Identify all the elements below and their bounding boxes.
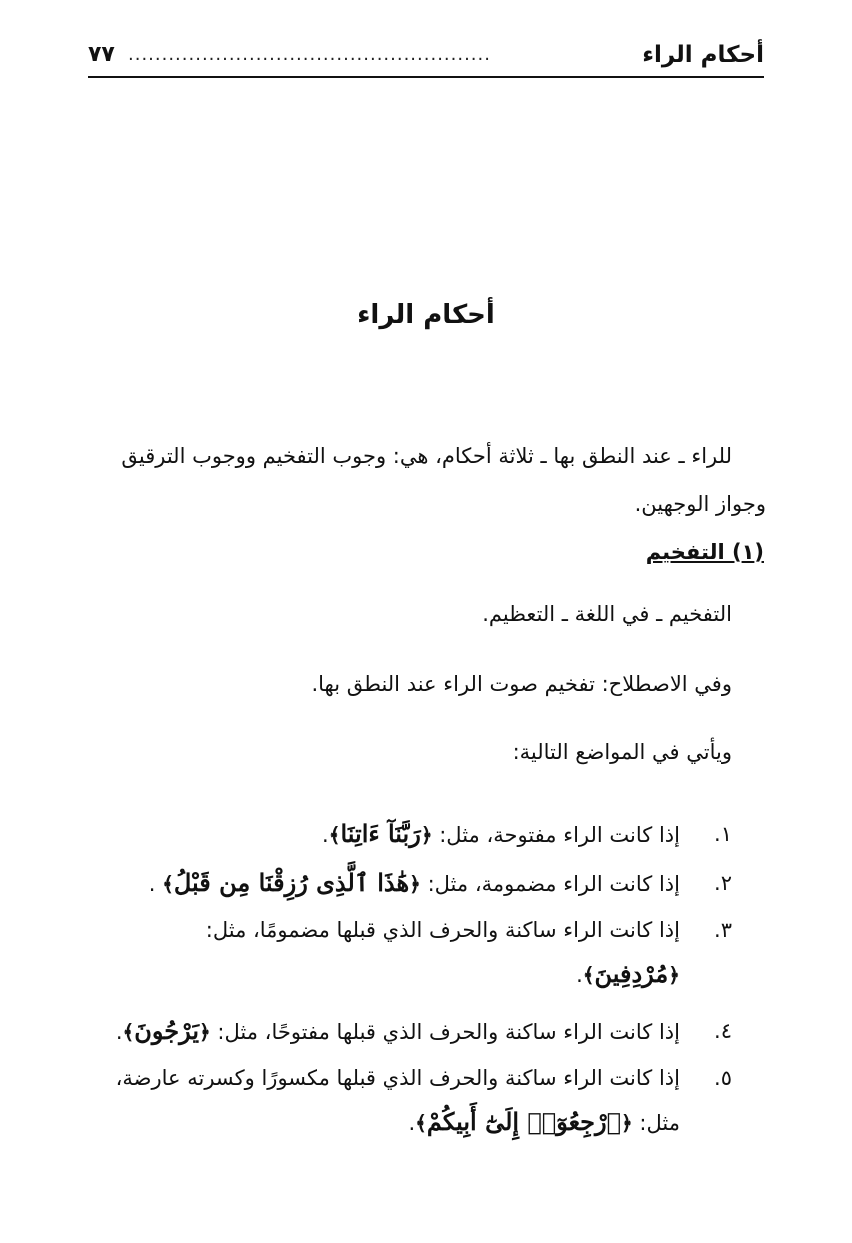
rule-number: ٢. [714,871,732,895]
ornate-bracket-open: ﴿ [621,1111,633,1135]
definition-term: وفي الاصطلاح: تفخيم صوت الراء عند النطق بها. [311,672,732,696]
rule-item-3 [86,908,732,997]
quran-example: ٱرْجِعُوٓا۟ إِلَىٰٓ أَبِيكُمْ [426,1107,622,1136]
ornate-bracket-close: ﴾ [122,1020,135,1044]
running-header-title: أحكام الراء [642,42,764,68]
intro-paragraph [86,432,766,528]
rule-number: ٤. [714,1019,732,1043]
rule-text: إذا كانت الراء مفتوحة، مثل: [439,823,680,847]
definition-language: التفخيم ـ في اللغة ـ التعظيم. [482,602,732,626]
rule-continuation [86,952,680,997]
rule-item-2 [86,861,732,906]
section-heading: (١) التفخيم [645,540,764,564]
running-header [88,40,764,78]
rules-list [86,812,732,1147]
rule-number: ١. [714,822,732,846]
intro-line-2: وجواز الوجهين. [634,492,766,516]
ornate-bracket-close: ﴾ [328,823,341,847]
chapter-title: أحكام الراء [357,300,495,330]
rule-continuation [86,1100,680,1145]
rule-text: إذا كانت الراء ساكنة والحرف الذي قبلها مضمومًا، مثل: [205,918,680,942]
rule-end: . [322,823,329,847]
quran-example: مُرْدِفِينَ [594,959,669,988]
quran-example: يَرْجُونَ [134,1016,200,1045]
running-header-dots: ...................................................... [128,44,491,65]
quran-example: رَبَّنَآ ءَاتِنَا [340,819,421,848]
rule-end: . [115,1020,123,1044]
rule-text: إذا كانت الراء مضمومة، مثل: [427,872,680,896]
rule-end: . [408,1111,416,1135]
ornate-bracket-close: ﴾ [415,1111,427,1135]
page-number: ٧٧ [88,42,115,67]
ornate-bracket-close: ﴾ [162,872,174,896]
rule-text-2: مثل: [639,1111,680,1135]
ornate-bracket-open: ﴿ [668,963,680,987]
rule-number: ٣. [714,918,732,942]
ornate-bracket-open: ﴿ [409,872,421,896]
ornate-bracket-close: ﴾ [582,963,595,987]
rule-item-5 [86,1056,732,1145]
rule-text: إذا كانت الراء ساكنة والحرف الذي قبلها مكسورًا وكسرته عارضة، [115,1066,680,1090]
rule-item-1 [86,812,732,857]
quran-example: هَٰذَا ٱلَّذِى رُزِقْنَا مِن قَبْلُ [173,868,410,897]
ornate-bracket-open: ﴿ [420,823,433,847]
rule-end: . [148,872,156,896]
ornate-bracket-open: ﴿ [199,1020,211,1044]
rule-end: . [576,963,583,987]
rule-item-4 [86,1009,732,1054]
intro-line-1: للراء ـ عند النطق بها ـ ثلاثة أحكام، هي: وجوب التفخيم ووجوب الترقيق [121,444,732,468]
occurrence-intro: ويأتي في المواضع التالية: [512,740,732,764]
rule-number: ٥. [714,1066,732,1090]
rule-text: إذا كانت الراء ساكنة والحرف الذي قبلها مفتوحًا، مثل: [217,1020,680,1044]
